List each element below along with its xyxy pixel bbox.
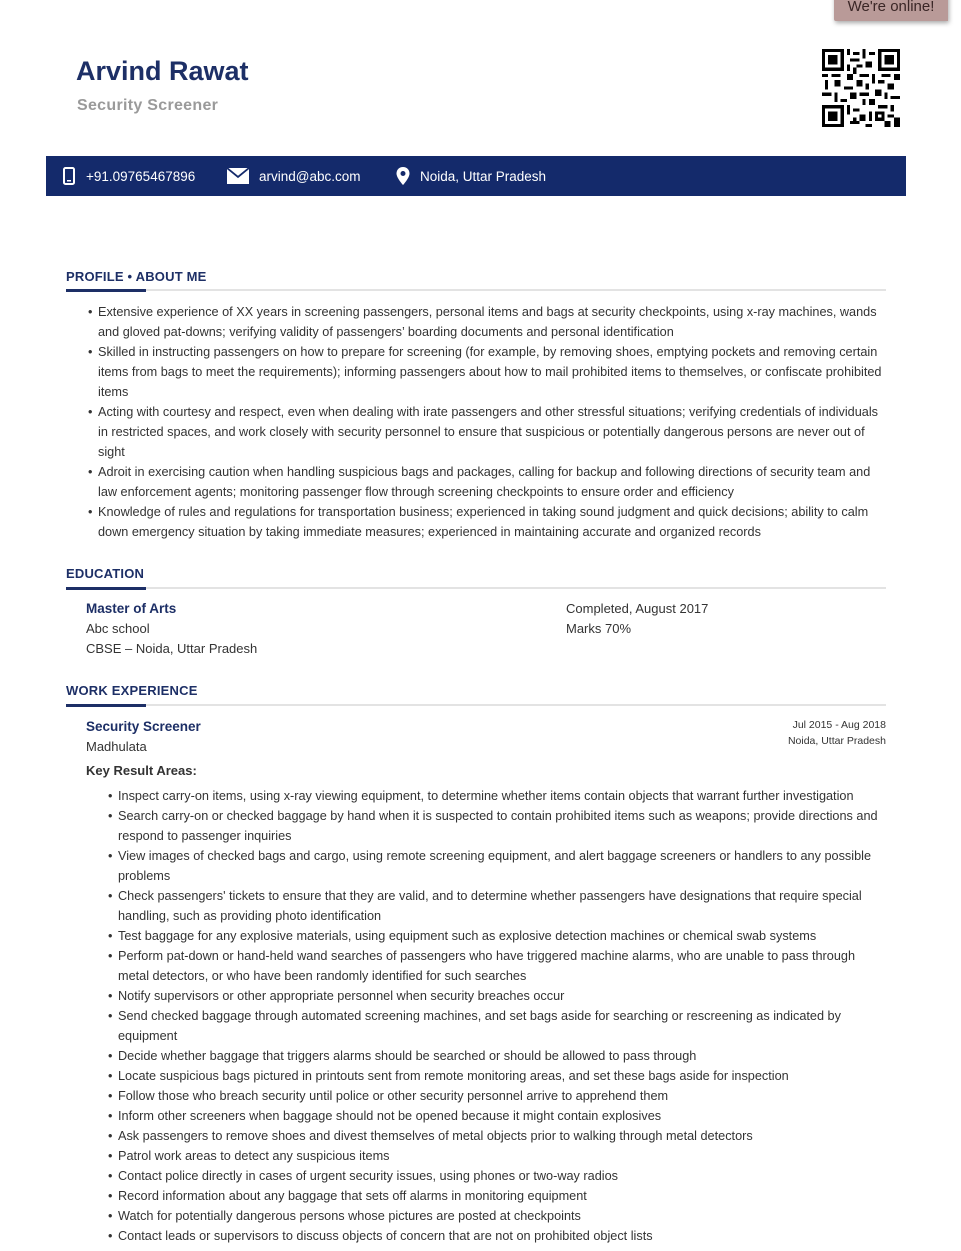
education-heading: EDUCATION bbox=[66, 566, 145, 581]
list-item: • Locate suspicious bags pictured in printouts sent from remote monitoring areas, and set these bags aside for inspection bbox=[108, 1066, 888, 1086]
profile-divider bbox=[66, 289, 886, 291]
education-divider bbox=[66, 587, 886, 589]
list-item: • Record information about any baggage that sets off alarms in monitoring equipment bbox=[108, 1186, 888, 1206]
chat-online-tab[interactable] bbox=[834, 0, 948, 21]
phone-number: +91.09765467896 bbox=[86, 168, 196, 184]
list-item: • Contact leads or supervisors to discuss objects of concern that are not on prohibited object lists bbox=[108, 1226, 888, 1246]
list-item: • Search carry-on or checked baggage by hand when it is suspected to contain prohibited items such as weapons; provide directions and respond to passenger inquiries bbox=[108, 806, 888, 846]
envelope-icon bbox=[227, 168, 249, 184]
work-list bbox=[108, 786, 888, 1246]
contact-bar bbox=[46, 156, 906, 196]
list-item: • Extensive experience of XX years in screening passengers, personal items and bags at security checkpoints, using x-ray machines, wands and gloved pat-downs; verifying validity of passengers’ boarding documents and personal identification bbox=[88, 302, 888, 342]
completion-date: Completed, August 2017 bbox=[566, 601, 709, 616]
list-item: • Knowledge of rules and regulations for transportation business; experienced in taking sound judgment and quick decisions; ability to calm down emergency situation by taking immediate measures; experienced in maintaining accurate and organized records bbox=[88, 502, 888, 542]
job-dates: Jul 2015 - Aug 2018 bbox=[792, 719, 886, 731]
list-item: • Follow those who breach security until police or other security personnel arrive to apprehend them bbox=[108, 1086, 888, 1106]
education-accent bbox=[66, 587, 146, 590]
contact-location bbox=[396, 156, 546, 196]
list-item: • Notify supervisors or other appropriate personnel when security breaches occur bbox=[108, 986, 888, 1006]
list-item: • View images of checked bags and cargo, using remote screening equipment, and alert baggage screeners or handlers to any possible problems bbox=[108, 846, 888, 886]
list-item: • Perform pat-down or hand-held wand searches of passengers who have triggered machine alarms, who are unable to pass through metal detectors, or who have been randomly identified for such searches bbox=[108, 946, 888, 986]
qr-code-icon bbox=[822, 49, 900, 127]
board-location: CBSE – Noida, Uttar Pradesh bbox=[86, 641, 258, 656]
contact-phone bbox=[62, 156, 195, 196]
job-role: Security Screener bbox=[86, 719, 201, 734]
company-name: Madhulata bbox=[86, 739, 147, 754]
degree-title: Master of Arts bbox=[86, 601, 177, 616]
job-location: Noida, Uttar Pradesh bbox=[787, 735, 886, 747]
list-item: • Check passengers' tickets to ensure that they are valid, and to determine whether passengers have designations that require special handling, such as providing photo identification bbox=[108, 886, 888, 926]
candidate-title: Security Screener bbox=[77, 97, 219, 114]
list-item: • Ask passengers to remove shoes and divest themselves of metal objects prior to walking through metal detectors bbox=[108, 1126, 888, 1146]
work-heading: WORK EXPERIENCE bbox=[66, 683, 198, 698]
list-item: • Watch for potentially dangerous persons whose pictures are posted at checkpoints bbox=[108, 1206, 888, 1226]
kra-label: Key Result Areas: bbox=[86, 763, 197, 778]
profile-accent bbox=[66, 289, 146, 292]
list-item: • Adroit in exercising caution when handling suspicious bags and packages, calling for backup and following directions of security team and law enforcement agents; monitoring passenger flow through screening checkpoints to ensure order and efficiency bbox=[88, 462, 888, 502]
list-item: • Inform other screeners when baggage should not be opened because it might contain explosives bbox=[108, 1106, 888, 1126]
marks: Marks 70% bbox=[566, 621, 632, 636]
work-accent bbox=[66, 704, 146, 707]
profile-heading: PROFILE • ABOUT ME bbox=[66, 269, 207, 284]
profile-list bbox=[88, 302, 888, 542]
school-name: Abc school bbox=[86, 621, 150, 636]
phone-icon bbox=[62, 167, 76, 185]
chat-label: We're online! bbox=[847, 0, 935, 15]
list-item: • Inspect carry-on items, using x-ray viewing equipment, to determine whether items contain objects that warrant further investigation bbox=[108, 786, 888, 806]
work-divider bbox=[66, 704, 886, 706]
location-pin-icon bbox=[396, 167, 410, 185]
list-item: • Contact police directly in cases of urgent security issues, using phones or two-way radios bbox=[108, 1166, 888, 1186]
list-item: • Patrol work areas to detect any suspicious items bbox=[108, 1146, 888, 1166]
contact-email bbox=[227, 156, 361, 196]
candidate-name: Arvind Rawat bbox=[76, 56, 249, 86]
email-address: arvind@abc.com bbox=[259, 168, 361, 184]
list-item: • Acting with courtesy and respect, even when dealing with irate passengers and other stressful situations; verifying credentials of individuals in restricted spaces, and work closely with security personnel to ensure that suspicious or potentially dangerous persons are never out of sight bbox=[88, 402, 888, 462]
list-item: • Decide whether baggage that triggers alarms should be searched or should be allowed to pass through bbox=[108, 1046, 888, 1066]
list-item: • Skilled in instructing passengers on how to prepare for screening (for example, by removing shoes, emptying pockets and removing certain items from bags to meet the requirements); informing passengers about how to mail prohibited items to themselves, or confiscate prohibited items bbox=[88, 342, 888, 402]
list-item: • Send checked baggage through automated screening machines, and set bags aside for searching or rescreening as indicated by equipment bbox=[108, 1006, 888, 1046]
location-text: Noida, Uttar Pradesh bbox=[420, 168, 547, 184]
list-item: • Test baggage for any explosive materials, using equipment such as explosive detection machines or chemical swab systems bbox=[108, 926, 888, 946]
